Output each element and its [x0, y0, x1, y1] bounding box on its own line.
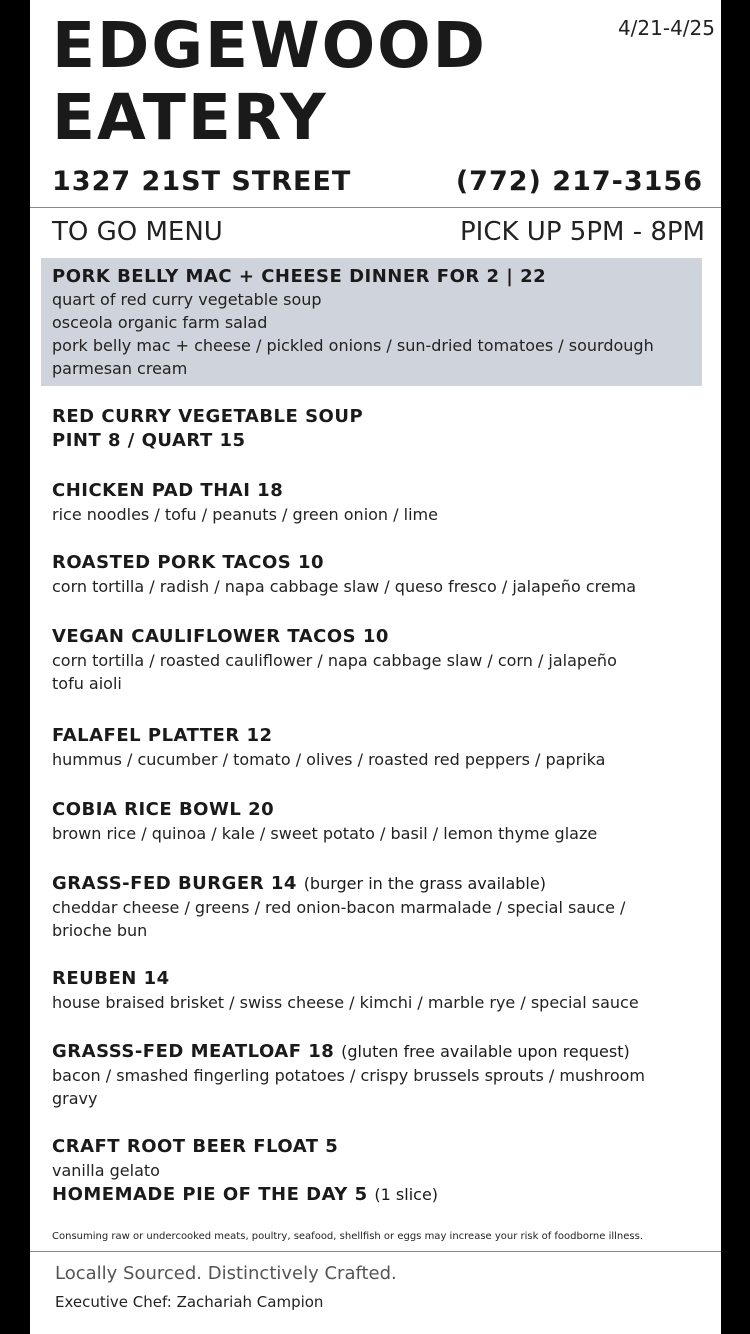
- menu-item: [52, 625, 702, 695]
- menu-item: [52, 872, 702, 942]
- menu-item: [52, 798, 702, 845]
- menu-dates: 4/21-4/25: [617, 16, 715, 40]
- item-title: HOMEMADE PIE OF THE DAY 5: [52, 1184, 368, 1205]
- item-description: rice noodles / tofu / peanuts / green onion / lime: [52, 505, 438, 524]
- featured-line: pork belly mac + cheese / pickled onions / sun-dried tomatoes / sourdough: [52, 336, 654, 355]
- pickup-hours: PICK UP 5PM - 8PM: [459, 217, 705, 247]
- featured-title: PORK BELLY MAC + CHEESE DINNER FOR 2 | 22: [52, 266, 547, 287]
- menu-item: [52, 479, 702, 526]
- menu-item: [52, 405, 702, 453]
- item-description: hummus / cucumber / tomato / olives / roasted red peppers / paprika: [52, 750, 606, 769]
- address: 1327 21ST STREET: [52, 166, 352, 197]
- item-title: RED CURRY VEGETABLE SOUP: [52, 406, 364, 427]
- menu-item: [52, 551, 702, 598]
- menu-item: [52, 967, 702, 1014]
- item-title: GRASS-FED BURGER 14: [52, 873, 297, 894]
- item-description: bacon / smashed fingerling potatoes / crispy brussels sprouts / mushroom: [52, 1066, 645, 1085]
- tagline: Locally Sourced. Distinctively Crafted.: [55, 1263, 397, 1284]
- featured-line: quart of red curry vegetable soup: [52, 290, 322, 309]
- item-description-cont: brioche bun: [52, 921, 148, 940]
- restaurant-name-line1: EDGEWOOD: [52, 9, 487, 82]
- footer-divider: [30, 1251, 721, 1252]
- item-description: corn tortilla / roasted cauliflower / napa cabbage slaw / corn / jalapeño: [52, 651, 617, 670]
- featured-line: parmesan cream: [52, 359, 188, 378]
- item-note: (burger in the grass available): [303, 874, 546, 893]
- item-title: GRASSS-FED MEATLOAF 18: [52, 1041, 335, 1062]
- phone-number: (772) 217-3156: [455, 166, 703, 197]
- item-title: COBIA RICE BOWL 20: [52, 799, 275, 820]
- menu-item: [52, 1040, 702, 1110]
- item-description: cheddar cheese / greens / red onion-bacon marmalade / special sauce /: [52, 898, 626, 917]
- menu-item: [52, 1183, 702, 1207]
- item-price-line: PINT 8 / QUART 15: [52, 430, 246, 451]
- item-description: brown rice / quinoa / kale / sweet potato / basil / lemon thyme glaze: [52, 824, 598, 843]
- item-description-cont: gravy: [52, 1089, 98, 1108]
- food-safety-disclaimer: Consuming raw or undercooked meats, poultry, seafood, shellfish or eggs may increase your risk of foodborne illness.: [52, 1231, 644, 1242]
- featured-line: osceola organic farm salad: [52, 313, 268, 332]
- item-title: CRAFT ROOT BEER FLOAT 5: [52, 1136, 339, 1157]
- item-description: vanilla gelato: [52, 1161, 160, 1180]
- item-title: VEGAN CAULIFLOWER TACOS 10: [52, 626, 389, 647]
- menu-page: [30, 0, 721, 1334]
- featured-dinner-box: [41, 258, 702, 386]
- menu-type-label: TO GO MENU: [52, 217, 223, 247]
- restaurant-name-line2: EATERY: [52, 81, 328, 154]
- item-note: (1 slice): [374, 1185, 439, 1204]
- executive-chef: Executive Chef: Zachariah Campion: [55, 1293, 324, 1311]
- item-title: CHICKEN PAD THAI 18: [52, 480, 284, 501]
- item-title: FALAFEL PLATTER 12: [52, 725, 273, 746]
- menu-item: [52, 1135, 702, 1182]
- item-title: REUBEN 14: [52, 968, 170, 989]
- item-description: house braised brisket / swiss cheese / kimchi / marble rye / special sauce: [52, 993, 639, 1012]
- menu-item: [52, 724, 702, 771]
- header-divider: [30, 207, 721, 208]
- item-description: corn tortilla / radish / napa cabbage slaw / queso fresco / jalapeño crema: [52, 577, 637, 596]
- item-note: (gluten free available upon request): [341, 1042, 630, 1061]
- restaurant-name: [52, 10, 487, 154]
- item-title: ROASTED PORK TACOS 10: [52, 552, 325, 573]
- item-description-cont: tofu aioli: [52, 674, 122, 693]
